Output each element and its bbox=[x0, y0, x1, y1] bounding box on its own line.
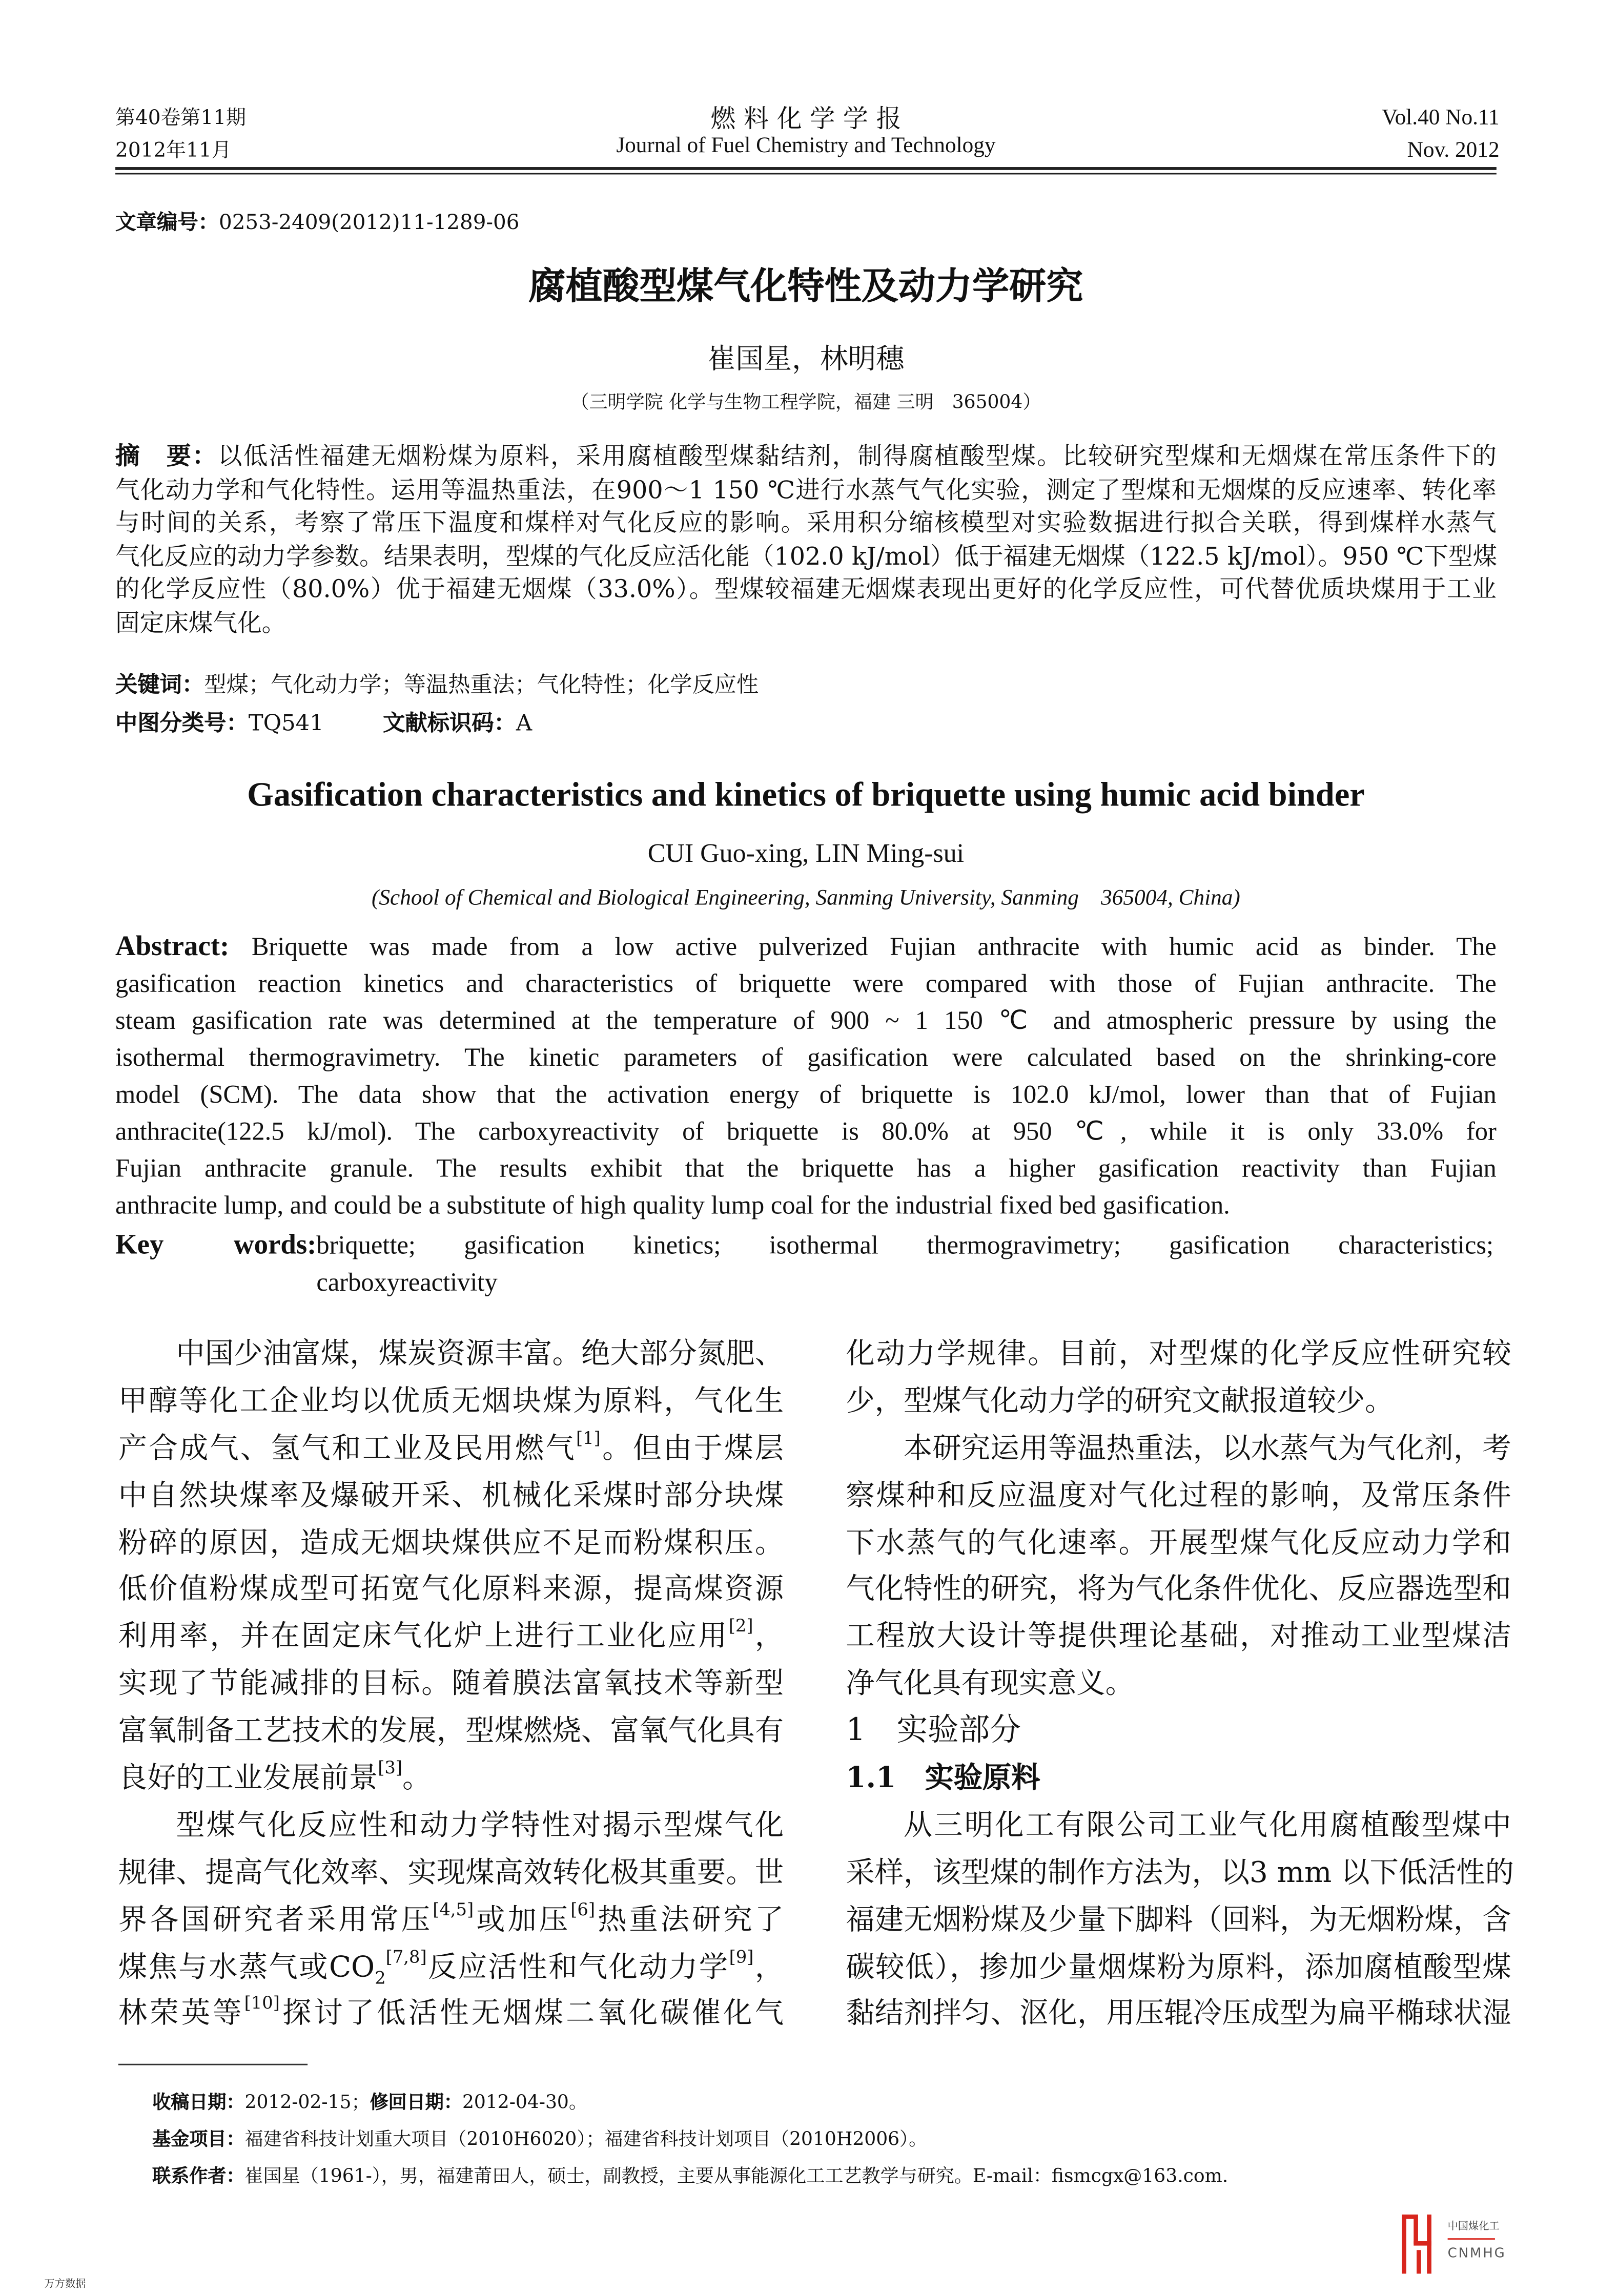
revised-date: 2012-04-30。 bbox=[462, 2090, 587, 2113]
received-label: 收稿日期： bbox=[152, 2090, 245, 2113]
body-line: 粉碎的原因，造成无烟块煤供应不足而粉煤积压。 bbox=[118, 1525, 784, 1559]
authors-en: CUI Guo-xing, LIN Ming-sui bbox=[647, 838, 965, 868]
volume-issue-en: Vol.40 No.11 bbox=[1381, 106, 1500, 130]
footnote-contact bbox=[152, 2157, 1228, 2194]
abstract-zh-text: 以低活性福建无烟粉煤为原料，采用腐植酸型煤黏结剂，制得腐植酸型煤。比较研究型煤和无烟煤在常压条件下的 bbox=[217, 442, 1497, 470]
body-line: 富氧制备工艺技术的发展，型煤燃烧、富氧气化具有 bbox=[118, 1713, 784, 1748]
keywords-zh-value: 型煤；气化动力学；等温热重法；气化特性；化学反应性 bbox=[204, 671, 759, 698]
abstract-zh-line: 的化学反应性（80.0%）优于福建无烟煤（33.0%）。型煤较福建无烟煤表现出更好的化学反应性，可代替优质块煤用于工业 bbox=[115, 575, 1497, 604]
body-line: 煤焦与水蒸气或$CO_2[7,8]$反应活性和气化动力学[9]， bbox=[118, 1946, 784, 1988]
body-line: 界各国研究者采用常压[4,5]或加压[6]热重法研究了 bbox=[118, 1898, 784, 1936]
keywords-en-line: briquette; gasification kinetics; isothermal thermogravimetry; gasification characteristics; bbox=[316, 1230, 1494, 1260]
body-line: 中国少油富煤，煤炭资源丰富。绝大部分氮肥、 bbox=[176, 1336, 784, 1371]
title-zh: 腐植酸型煤气化特性及动力学研究 bbox=[528, 264, 1083, 308]
abstract-en-line: anthracite lump, and could be a substitute of high quality lump coal for the industrial fixed bed gasification. bbox=[115, 1190, 1230, 1220]
body-line: 化动力学规律。目前，对型煤的化学反应性研究较 bbox=[846, 1336, 1511, 1371]
abstract-en-label: Abstract: bbox=[115, 931, 252, 963]
footnote-rule bbox=[118, 2064, 308, 2065]
keywords-en bbox=[115, 1227, 1497, 1301]
footnote-fund bbox=[152, 2120, 927, 2157]
contact-label: 联系作者： bbox=[152, 2164, 245, 2187]
body-line: 产合成气、氢气和工业及民用燃气[1]。但由于煤层 bbox=[118, 1427, 784, 1465]
body-line: 中自然块煤率及爆破开采、机械化采煤时部分块煤 bbox=[118, 1478, 784, 1512]
body-line: 采样，该型煤的制作方法为，以3 mm 以下低活性的 bbox=[846, 1855, 1514, 1889]
classification-label: 中图分类号： bbox=[115, 709, 249, 736]
revised-label: 修回日期： bbox=[370, 2090, 462, 2113]
watermark: 万方数据 bbox=[44, 2278, 86, 2290]
abstract-zh-label: 摘 要： bbox=[115, 442, 218, 470]
body-line: 林荣英等[10]探讨了低活性无烟煤二氧化碳催化气 bbox=[118, 1993, 784, 2031]
header-rule-thin bbox=[115, 173, 1497, 174]
body-line: 碳较低），掺加少量烟煤粉为原料，添加腐植酸型煤 bbox=[846, 1949, 1511, 1983]
volume-issue-zh: 第40卷第11期 bbox=[115, 106, 246, 130]
fund-value: 福建省科技计划重大项目（2010H6020）；福建省科技计划项目（2010H2006）。 bbox=[244, 2127, 928, 2150]
keywords-en-line: carboxyreactivity bbox=[316, 1267, 498, 1297]
article-id-label: 文章编号： bbox=[115, 211, 219, 235]
abstract-en-line: steam gasification rate was determined at the temperature of 900 ~ 1 150 ℃ and atmospheric pressure by using the bbox=[115, 1005, 1497, 1035]
citation-ref: [7,8] bbox=[385, 1946, 427, 1967]
citation-ref: [6] bbox=[570, 1898, 596, 1919]
fund-label: 基金项目： bbox=[152, 2127, 245, 2150]
abstract-en-line bbox=[115, 928, 1497, 965]
abstract-en bbox=[115, 928, 1497, 1224]
body-line: 黏结剂拌匀、沤化，用压辊冷压成型为扁平椭球状湿 bbox=[846, 1996, 1511, 2031]
article-id-value: 0253-2409(2012)11-1289-06 bbox=[219, 211, 520, 235]
abstract-zh-line: 与时间的关系，考察了常压下温度和煤样对气化反应的影响。采用积分缩核模型对实验数据进行拟合关联，得到煤样水蒸气 bbox=[115, 508, 1497, 537]
body-column-left bbox=[118, 1331, 784, 2038]
citation-ref: [1] bbox=[576, 1427, 601, 1448]
header-rule bbox=[115, 167, 1497, 170]
title-en: Gasification characteristics and kinetics of briquette using humic acid binder bbox=[247, 776, 1365, 813]
affiliation-zh: （三明学院 化学与生物工程学院，福建 三明 365004） bbox=[570, 390, 1041, 412]
abstract-en-line: Fujian anthracite granule. The results exhibit that the briquette has a higher gasification reactivity than Fujian bbox=[115, 1153, 1497, 1183]
citation-ref: [4,5] bbox=[433, 1898, 474, 1919]
classification-value: TQ541 bbox=[248, 709, 324, 736]
abstract-zh bbox=[115, 441, 1497, 640]
body-line: 少，型煤气化动力学的研究文献报道较少。 bbox=[846, 1383, 1394, 1418]
received-date: 2012-02-15； bbox=[244, 2090, 370, 2113]
cnmhg-logo bbox=[1402, 2215, 1535, 2273]
body-line: 低价值粉煤成型可拓宽气化原料来源，提高煤资源 bbox=[118, 1572, 784, 1606]
abstract-en-line: gasification reaction kinetics and characteristics of briquette were compared with those of Fujian anthracite. The bbox=[115, 968, 1497, 998]
logo-mark-icon bbox=[1402, 2215, 1443, 2273]
keywords-zh bbox=[115, 668, 759, 699]
citation-ref: [3] bbox=[378, 1757, 402, 1778]
subscript: 2 bbox=[375, 1967, 386, 1988]
footnote-dates bbox=[152, 2083, 587, 2120]
body-line: 规律、提高气化效率、实现煤高效转化极其重要。世 bbox=[118, 1855, 784, 1889]
abstract-en-line: model (SCM). The data show that the activation energy of briquette is 102.0 kJ/mol, lower than that of Fujian bbox=[115, 1079, 1497, 1109]
keywords-zh-label: 关键词： bbox=[115, 671, 204, 698]
citation-ref: [2] bbox=[728, 1616, 753, 1637]
authors-zh: 崔国星，林明穗 bbox=[707, 343, 905, 376]
classification bbox=[115, 707, 532, 738]
contact-value: 崔国星（1961-），男，福建莆田人，硕士，副教授，主要从事能源化工工艺教学与研究。E-mail：fismcgx@163.com. bbox=[244, 2164, 1229, 2187]
logo-text-zh: 中国煤化工 bbox=[1447, 2220, 1500, 2232]
logo-divider bbox=[1448, 2238, 1495, 2240]
body-line: 福建无烟粉煤及少量下脚料（回料，为无烟粉煤，含 bbox=[846, 1902, 1511, 1936]
body-line: 利用率，并在固定床气化炉上进行工业化应用[2]， bbox=[118, 1616, 784, 1653]
abstract-en-line: anthracite(122.5 kJ/mol). The carboxyreactivity of briquette is 80.0% at 950 ℃, while it is only 33.0% for bbox=[115, 1116, 1497, 1146]
abstract-zh-line: 气化反应的动力学参数。结果表明，型煤的气化反应活化能（102.0 kJ/mol）低于福建无烟煤（122.5 kJ/mol）。950 ℃下型煤 bbox=[115, 542, 1498, 570]
body-line: 工程放大设计等提供理论基础，对推动工业型煤洁 bbox=[846, 1619, 1511, 1653]
body-line: 净气化具有现实意义。 bbox=[846, 1666, 1134, 1701]
keywords-en-label: Key words: bbox=[115, 1230, 317, 1261]
body-line: 从三明化工有限公司工业气化用腐植酸型煤中 bbox=[903, 1808, 1511, 1842]
subsection-heading: 1.1 实验原料 bbox=[846, 1761, 1040, 1795]
article-id bbox=[115, 207, 519, 237]
abstract-zh-line: 气化动力学和气化特性。运用等温热重法，在900～1 150 ℃进行水蒸气气化实验，测定了型煤和无烟煤的反应速率、转化率 bbox=[115, 475, 1497, 504]
body-line: 本研究运用等温热重法，以水蒸气为气化剂，考 bbox=[903, 1431, 1511, 1465]
body-line: 实现了节能减排的目标。随着膜法富氧技术等新型 bbox=[118, 1666, 784, 1701]
body-line: 气化特性的研究，将为气化条件优化、反应器选型和 bbox=[846, 1572, 1511, 1606]
body-line: 下水蒸气的气化速率。开展型煤气化反应动力学和 bbox=[846, 1525, 1511, 1559]
logo-text-en: CNMHG bbox=[1447, 2247, 1506, 2262]
journal-title-en: Journal of Fuel Chemistry and Technology bbox=[616, 134, 996, 158]
citation-ref: [9] bbox=[729, 1946, 754, 1967]
doc-code-label: 文献标识码： bbox=[383, 709, 516, 736]
abstract-en-text: Briquette was made from a low active pulverized Fujian anthracite with humic acid as binder. The bbox=[251, 931, 1497, 961]
date-zh: 2012年11月 bbox=[115, 139, 232, 163]
body-line: 良好的工业发展前景[3]。 bbox=[118, 1757, 432, 1795]
abstract-zh-line: 固定床煤气化。 bbox=[115, 608, 286, 637]
doc-code-value: A bbox=[516, 709, 533, 736]
date-en: Nov. 2012 bbox=[1407, 139, 1500, 163]
abstract-zh-line bbox=[115, 441, 1497, 474]
body-line: 甲醇等化工企业均以优质无烟块煤为原料，气化生 bbox=[118, 1383, 784, 1418]
abstract-en-line: isothermal thermogravimetry. The kinetic parameters of gasification were calculated based on the shrinking-core bbox=[115, 1042, 1497, 1072]
body-line: 型煤气化反应性和动力学特性对揭示型煤气化 bbox=[176, 1808, 784, 1842]
section-heading: 1 实验部分 bbox=[846, 1712, 1021, 1748]
body-line: 察煤种和反应温度对气化过程的影响，及常压条件 bbox=[846, 1478, 1511, 1512]
journal-title-zh: 燃 料 化 学 学 报 bbox=[710, 105, 902, 135]
citation-ref: [10] bbox=[244, 1993, 280, 2014]
affiliation-en: (School of Chemical and Biological Engineering, Sanming University, Sanming 365004, China) bbox=[371, 887, 1240, 911]
body-column-right bbox=[846, 1331, 1514, 2038]
